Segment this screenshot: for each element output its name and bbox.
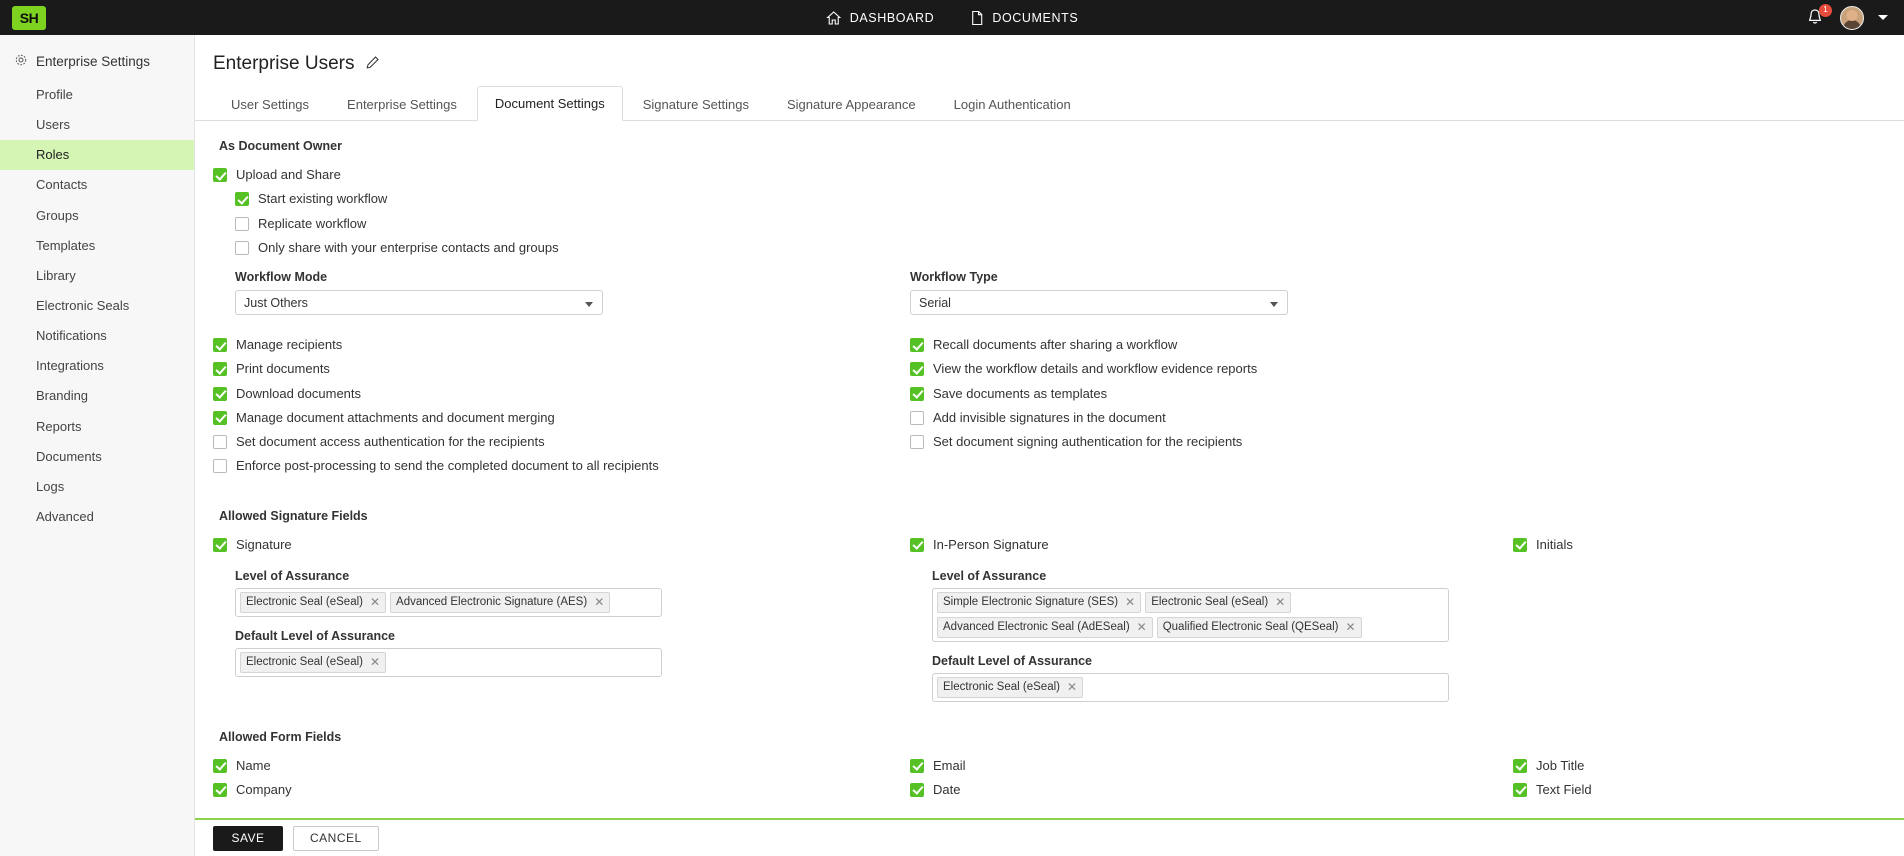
form-fields-col-1 xyxy=(213,754,778,803)
option-form-text-field[interactable] xyxy=(1513,778,1886,802)
option-manage-recipients-label: Manage recipients xyxy=(236,337,343,352)
checkbox-manage-recipients[interactable] xyxy=(213,338,227,352)
option-replicate-workflow-label: Replicate workflow xyxy=(258,215,367,231)
option-enforce-post-processing[interactable] xyxy=(213,454,778,478)
token[interactable] xyxy=(1145,592,1291,613)
home-icon xyxy=(826,10,842,26)
option-form-name[interactable] xyxy=(213,754,778,778)
sidebar-item-reports[interactable]: Reports xyxy=(36,418,82,434)
option-set-document-access-auth[interactable] xyxy=(213,430,778,454)
top-navigation xyxy=(826,0,1079,35)
option-start-existing-workflow[interactable] xyxy=(213,187,1886,211)
option-only-share-enterprise-label: Only share with your enterprise contacts and groups xyxy=(258,239,559,255)
checkbox-form-date[interactable] xyxy=(910,783,924,797)
nav-documents[interactable] xyxy=(968,0,1078,35)
option-set-document-access-auth-label: Set document access authentication for the recipients xyxy=(236,434,545,449)
checkbox-upload-and-share[interactable] xyxy=(213,168,227,182)
option-upload-and-share-label: Upload and Share xyxy=(236,167,341,182)
workflow-mode-select[interactable] xyxy=(235,290,603,315)
workflow-mode-label: Workflow Mode xyxy=(235,270,328,284)
avatar[interactable] xyxy=(1840,6,1864,30)
checkbox-signature[interactable] xyxy=(213,538,227,552)
form-fields-col-3 xyxy=(1513,754,1886,803)
option-save-documents-as-templates[interactable] xyxy=(910,382,1463,406)
form-fields-row xyxy=(213,754,1886,803)
checkbox-form-company[interactable] xyxy=(213,783,227,797)
token[interactable] xyxy=(937,592,1141,613)
workflow-type-label: Workflow Type xyxy=(910,270,998,284)
option-form-email[interactable] xyxy=(910,754,1463,778)
signature-default-loa-field[interactable] xyxy=(235,648,662,677)
option-add-invisible-signatures[interactable] xyxy=(910,406,1463,430)
nav-documents-label: DOCUMENTS xyxy=(992,10,1079,25)
checkbox-print-documents[interactable] xyxy=(213,362,227,376)
token-label: Advanced Electronic Seal (AdESeal) xyxy=(943,620,1130,633)
main-content xyxy=(195,35,1904,856)
sidebar-item-roles[interactable]: Roles xyxy=(0,140,194,170)
close-icon[interactable]: ✕ xyxy=(1125,595,1136,610)
option-print-documents-label: Print documents xyxy=(236,361,330,377)
checkbox-manage-attachments[interactable] xyxy=(213,411,227,425)
action-bar xyxy=(195,818,1904,856)
chevron-down-icon[interactable] xyxy=(1878,15,1888,20)
sidebar-item-integrations[interactable]: Integrations xyxy=(36,358,104,374)
option-manage-attachments[interactable] xyxy=(213,406,778,430)
signature-default-loa-label: Default Level of Assurance xyxy=(235,628,396,643)
form-fields-col-2 xyxy=(898,754,1463,803)
token-label: Electronic Seal (eSeal) xyxy=(943,680,1060,693)
signature-loa-field[interactable] xyxy=(235,588,662,617)
workflow-select-row xyxy=(213,260,1886,315)
checkbox-add-invisible-signatures[interactable] xyxy=(910,411,924,425)
tab-login-authentication[interactable]: Login Authentication xyxy=(953,97,1071,112)
option-form-name-label: Name xyxy=(236,757,271,773)
option-form-text-field-label: Text Field xyxy=(1536,781,1592,797)
close-icon[interactable]: ✕ xyxy=(594,595,605,610)
option-signature-label: Signature xyxy=(236,536,292,552)
token-label: Electronic Seal (eSeal) xyxy=(246,595,363,608)
option-recall-documents[interactable] xyxy=(910,333,1463,357)
checkbox-set-document-access-auth[interactable] xyxy=(213,435,227,449)
checkbox-in-person-signature[interactable] xyxy=(910,538,924,552)
initials-group xyxy=(1513,533,1886,702)
app-logo[interactable]: SH xyxy=(12,6,46,30)
page-title: Enterprise Users xyxy=(213,53,355,74)
sidebar-header xyxy=(0,45,194,80)
sidebar-item-profile[interactable]: Profile xyxy=(36,87,73,102)
option-only-share-enterprise[interactable] xyxy=(213,236,1886,260)
close-icon[interactable]: ✕ xyxy=(1345,620,1356,635)
signature-fields-row xyxy=(213,533,1886,702)
document-icon xyxy=(968,10,984,26)
option-download-documents[interactable] xyxy=(213,382,778,406)
sidebar-item-documents[interactable]: Documents xyxy=(36,448,102,464)
section-allowed-form-fields: Allowed Form Fields xyxy=(219,729,342,744)
tab-document-settings[interactable]: Document Settings xyxy=(477,86,623,121)
in-person-loa-field[interactable] xyxy=(932,588,1449,642)
option-form-date[interactable] xyxy=(910,778,1463,802)
notification-badge: 1 xyxy=(1819,4,1832,17)
close-icon[interactable]: ✕ xyxy=(369,595,381,610)
workflow-type-select[interactable] xyxy=(910,290,1288,315)
signature-loa-label: Level of Assurance xyxy=(235,568,350,583)
checkbox-form-job-title[interactable] xyxy=(1513,759,1527,773)
checkbox-only-share-enterprise[interactable] xyxy=(235,241,249,255)
owner-permissions-left xyxy=(213,333,778,479)
option-view-workflow-details[interactable] xyxy=(910,357,1463,381)
option-enforce-post-processing-label: Enforce post-processing to send the completed document to all recipients xyxy=(236,458,659,474)
token[interactable] xyxy=(240,652,386,673)
section-as-document-owner: As Document Owner xyxy=(219,139,342,153)
signature-group xyxy=(213,533,778,702)
option-add-invisible-signatures-label: Add invisible signatures in the document xyxy=(933,409,1166,425)
edit-icon[interactable] xyxy=(365,55,380,73)
option-initials[interactable] xyxy=(1513,533,1886,557)
tab-enterprise-settings[interactable]: Enterprise Settings xyxy=(347,97,457,112)
sidebar xyxy=(0,35,195,856)
option-manage-recipients[interactable] xyxy=(213,333,778,357)
checkbox-start-existing-workflow[interactable] xyxy=(235,192,249,206)
option-recall-documents-label: Recall documents after sharing a workflow xyxy=(933,337,1178,352)
sidebar-item-contacts[interactable]: Contacts xyxy=(36,177,88,193)
owner-permissions-row xyxy=(213,333,1886,479)
nav-dashboard[interactable] xyxy=(826,0,935,35)
option-manage-attachments-label: Manage document attachments and document merging xyxy=(236,409,555,425)
workflow-type-group xyxy=(898,260,1463,315)
tab-signature-settings[interactable]: Signature Settings xyxy=(642,97,749,112)
checkbox-set-signing-auth[interactable] xyxy=(910,435,924,449)
option-in-person-signature[interactable] xyxy=(910,533,1463,557)
checkbox-replicate-workflow[interactable] xyxy=(235,217,249,231)
checkbox-download-documents[interactable] xyxy=(213,387,227,401)
sidebar-item-notifications[interactable]: Notifications xyxy=(36,328,107,344)
close-icon[interactable]: ✕ xyxy=(1275,595,1286,610)
tab-bar xyxy=(195,85,1904,121)
save-button[interactable]: SAVE xyxy=(213,826,283,851)
chevron-down-icon xyxy=(585,302,593,307)
checkbox-initials[interactable] xyxy=(1513,538,1527,552)
workflow-mode-group xyxy=(213,260,778,315)
token-label: Qualified Electronic Seal (QESeal) xyxy=(1162,620,1339,633)
option-form-company[interactable] xyxy=(213,778,778,802)
option-save-documents-as-templates-label: Save documents as templates xyxy=(933,385,1108,401)
checkbox-recall-documents[interactable] xyxy=(910,338,924,352)
tab-signature-appearance[interactable]: Signature Appearance xyxy=(786,97,916,112)
token[interactable] xyxy=(240,592,386,613)
token-label: Simple Electronic Signature (SES) xyxy=(943,595,1119,608)
sidebar-item-users[interactable]: Users xyxy=(36,117,70,133)
option-download-documents-label: Download documents xyxy=(236,385,362,401)
option-form-company-label: Company xyxy=(236,781,292,797)
close-icon[interactable]: ✕ xyxy=(1136,620,1147,635)
top-bar-right xyxy=(1806,6,1904,30)
close-icon[interactable]: ✕ xyxy=(1066,680,1078,695)
sidebar-header-label: Enterprise Settings xyxy=(36,54,151,69)
settings-content xyxy=(195,121,1904,848)
in-person-loa-label: Level of Assurance xyxy=(932,568,1047,583)
checkbox-form-text-field[interactable] xyxy=(1513,783,1527,797)
option-set-signing-auth[interactable] xyxy=(910,430,1463,454)
sidebar-item-library[interactable]: Library xyxy=(36,267,76,283)
in-person-default-loa-field[interactable] xyxy=(932,673,1449,702)
in-person-default-loa-label: Default Level of Assurance xyxy=(932,653,1093,668)
option-form-email-label: Email xyxy=(933,757,966,773)
token-label: Electronic Seal (eSeal) xyxy=(246,655,363,668)
sidebar-item-advanced[interactable]: Advanced xyxy=(36,508,94,524)
option-print-documents[interactable] xyxy=(213,357,778,381)
workflow-mode-value: Just Others xyxy=(244,295,308,310)
option-view-workflow-details-label: View the workflow details and workflow evidence reports xyxy=(933,361,1258,377)
option-in-person-signature-label: In-Person Signature xyxy=(933,536,1049,552)
owner-permissions-right xyxy=(898,333,1463,479)
option-upload-and-share[interactable] xyxy=(213,163,1886,187)
section-allowed-signature-fields: Allowed Signature Fields xyxy=(219,508,368,523)
notifications-button[interactable] xyxy=(1806,5,1828,28)
cancel-button[interactable]: CANCEL xyxy=(293,826,379,851)
token[interactable] xyxy=(937,677,1083,698)
top-bar xyxy=(0,0,1904,35)
chevron-down-icon xyxy=(1270,302,1278,307)
page-header xyxy=(195,35,1904,85)
checkbox-save-documents-as-templates[interactable] xyxy=(910,387,924,401)
option-signature[interactable] xyxy=(213,533,778,557)
sidebar-item-logs[interactable]: Logs xyxy=(36,478,65,494)
close-icon[interactable]: ✕ xyxy=(369,655,381,670)
token-label: Electronic Seal (eSeal) xyxy=(1151,595,1269,608)
option-set-signing-auth-label: Set document signing authentication for the recipients xyxy=(933,434,1243,449)
token[interactable] xyxy=(1157,617,1362,638)
checkbox-form-name[interactable] xyxy=(213,759,227,773)
checkbox-form-email[interactable] xyxy=(910,759,924,773)
sidebar-item-templates[interactable]: Templates xyxy=(36,237,96,253)
option-initials-label: Initials xyxy=(1536,536,1573,552)
option-form-job-title-label: Job Title xyxy=(1536,757,1585,773)
option-form-job-title[interactable] xyxy=(1513,754,1886,778)
tab-user-settings[interactable]: User Settings xyxy=(231,97,310,112)
token-label: Advanced Electronic Signature (AES) xyxy=(396,595,588,608)
option-form-date-label: Date xyxy=(933,781,961,797)
checkbox-view-workflow-details[interactable] xyxy=(910,362,924,376)
token[interactable] xyxy=(937,617,1153,638)
workflow-type-value: Serial xyxy=(919,295,951,310)
sidebar-item-branding[interactable]: Branding xyxy=(36,388,89,404)
sidebar-item-electronic-seals[interactable]: Electronic Seals xyxy=(36,297,130,313)
gear-icon xyxy=(14,53,28,70)
checkbox-enforce-post-processing[interactable] xyxy=(213,459,227,473)
token[interactable] xyxy=(390,592,610,613)
in-person-signature-group xyxy=(898,533,1463,702)
option-replicate-workflow[interactable] xyxy=(213,212,1886,236)
option-start-existing-workflow-label: Start existing workflow xyxy=(258,191,388,207)
sidebar-item-groups[interactable]: Groups xyxy=(36,207,79,223)
nav-dashboard-label: DASHBOARD xyxy=(849,10,935,25)
